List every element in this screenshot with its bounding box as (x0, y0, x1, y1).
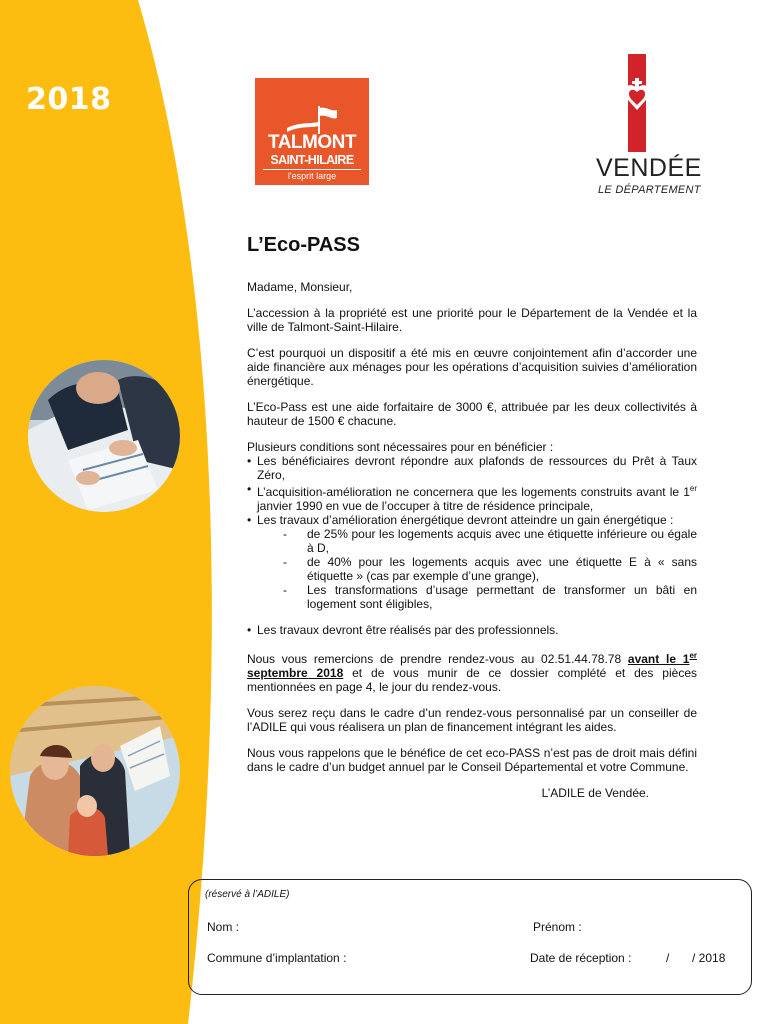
date-reception-field[interactable]: Date de réception : (530, 951, 632, 965)
flag-icon (287, 104, 337, 134)
condition-text: L’acquisition-amélioration ne concernera que les logements construits avant le 1 (257, 485, 690, 499)
talmont-logo-line1: TALMONT (268, 132, 356, 153)
condition-item: • Les travaux devront être réalisés par des professionnels. (247, 623, 697, 637)
condition-item (247, 513, 697, 611)
sub-condition-item: - de 40% pour les logements acquis avec une étiquette E à « sans étiquette » (cas par exemple d’une grange), (257, 555, 697, 583)
vendee-logo-line1: VENDÉE (596, 154, 702, 182)
conditions-intro: Plusieurs conditions sont nécessaires pour en bénéficier : (247, 440, 554, 454)
superscript: er (689, 651, 697, 660)
year-label: 2018 (26, 82, 112, 117)
reserved-form-box (188, 879, 752, 995)
date-separator: / (666, 951, 670, 965)
vendee-heart-emblem-icon (590, 50, 710, 154)
paragraph-rappel: Nous vous rappelons que le bénéfice de cet eco-PASS n’est pas de droit mais défini dans le cadre d’un budget annuel par le Conseil Départemental et votre Commune. (247, 746, 697, 774)
condition-text: Les travaux d’amélioration énergétique devront atteindre un gain énergétique : (257, 513, 674, 527)
paragraph-conseiller: Vous serez reçu dans le cadre d’un rendez-vous personnalisé par un conseiller de l’ADILE qui vous réalisera un plan de financement intégrant les aides. (247, 706, 697, 734)
letter-body (247, 232, 697, 800)
talmont-logo-line2: SAINT-HILAIRE (270, 153, 354, 167)
rdv-deadline: avant le 1 (627, 652, 690, 666)
paragraph-accession: L’accession à la propriété est une priorité pour le Département de la Vendée et la ville de Talmont-Saint-Hilaire. (247, 306, 697, 334)
date-year: / 2018 (692, 951, 726, 965)
rdv-text: et de vous munir de ce dossier complété et des pièces mentionnées en page 4, le jour du rendez-vous. (247, 666, 697, 694)
sub-condition-item: - de 25% pour les logements acquis avec une étiquette inférieure ou égale à D, (257, 527, 697, 555)
greeting: Madame, Monsieur, (247, 280, 353, 294)
vendee-logo-line2: LE DÉPARTEMENT (598, 184, 701, 196)
paragraph-aide: L’Eco-Pass est une aide forfaitaire de 3000 €, attribuée par les deux collectivités à hauteur de 1500 € chacune. (247, 400, 697, 428)
sub-condition-item: - Les transformations d’usage permettant de transformer un bâti en logement sont éligibles, (257, 583, 697, 611)
talmont-logo-tagline: l'esprit large (263, 169, 361, 181)
paragraph-dispositif: C’est pourquoi un dispositif a été mis en œuvre conjointement afin d’accorder une aide financière aux ménages pour les opérations d’acquisition suivies d’amélioration énergétique. (247, 346, 697, 388)
rdv-deadline: septembre 2018 (247, 666, 344, 680)
prenom-field[interactable]: Prénom : (533, 920, 582, 934)
sub-conditions-list (257, 527, 697, 611)
photo-consultation (28, 360, 180, 512)
rdv-text: Nous vous remercions de prendre rendez-vous au 02.51.44.78.78 (247, 652, 628, 666)
signature: L’ADILE de Vendée. (541, 786, 649, 800)
condition-item: • Les bénéficiaires devront répondre aux plafonds de ressources du Prêt à Taux Zéro, (247, 454, 697, 482)
condition-item (247, 482, 697, 513)
talmont-saint-hilaire-logo (255, 78, 369, 185)
reserved-note: (réservé à l’ADILE) (205, 889, 290, 900)
condition-text: janvier 1990 en vue de l’occuper à titre de résidence principale, (257, 499, 594, 513)
conditions-list (247, 454, 697, 637)
photo-family (10, 686, 180, 856)
commune-field[interactable]: Commune d’implantation : (207, 951, 347, 965)
superscript: er (689, 484, 697, 493)
vendee-departement-logo (590, 50, 710, 200)
letter-title: L’Eco-PASS (247, 234, 360, 256)
nom-field[interactable]: Nom : (207, 920, 240, 934)
paragraph-rendez-vous (247, 649, 697, 694)
